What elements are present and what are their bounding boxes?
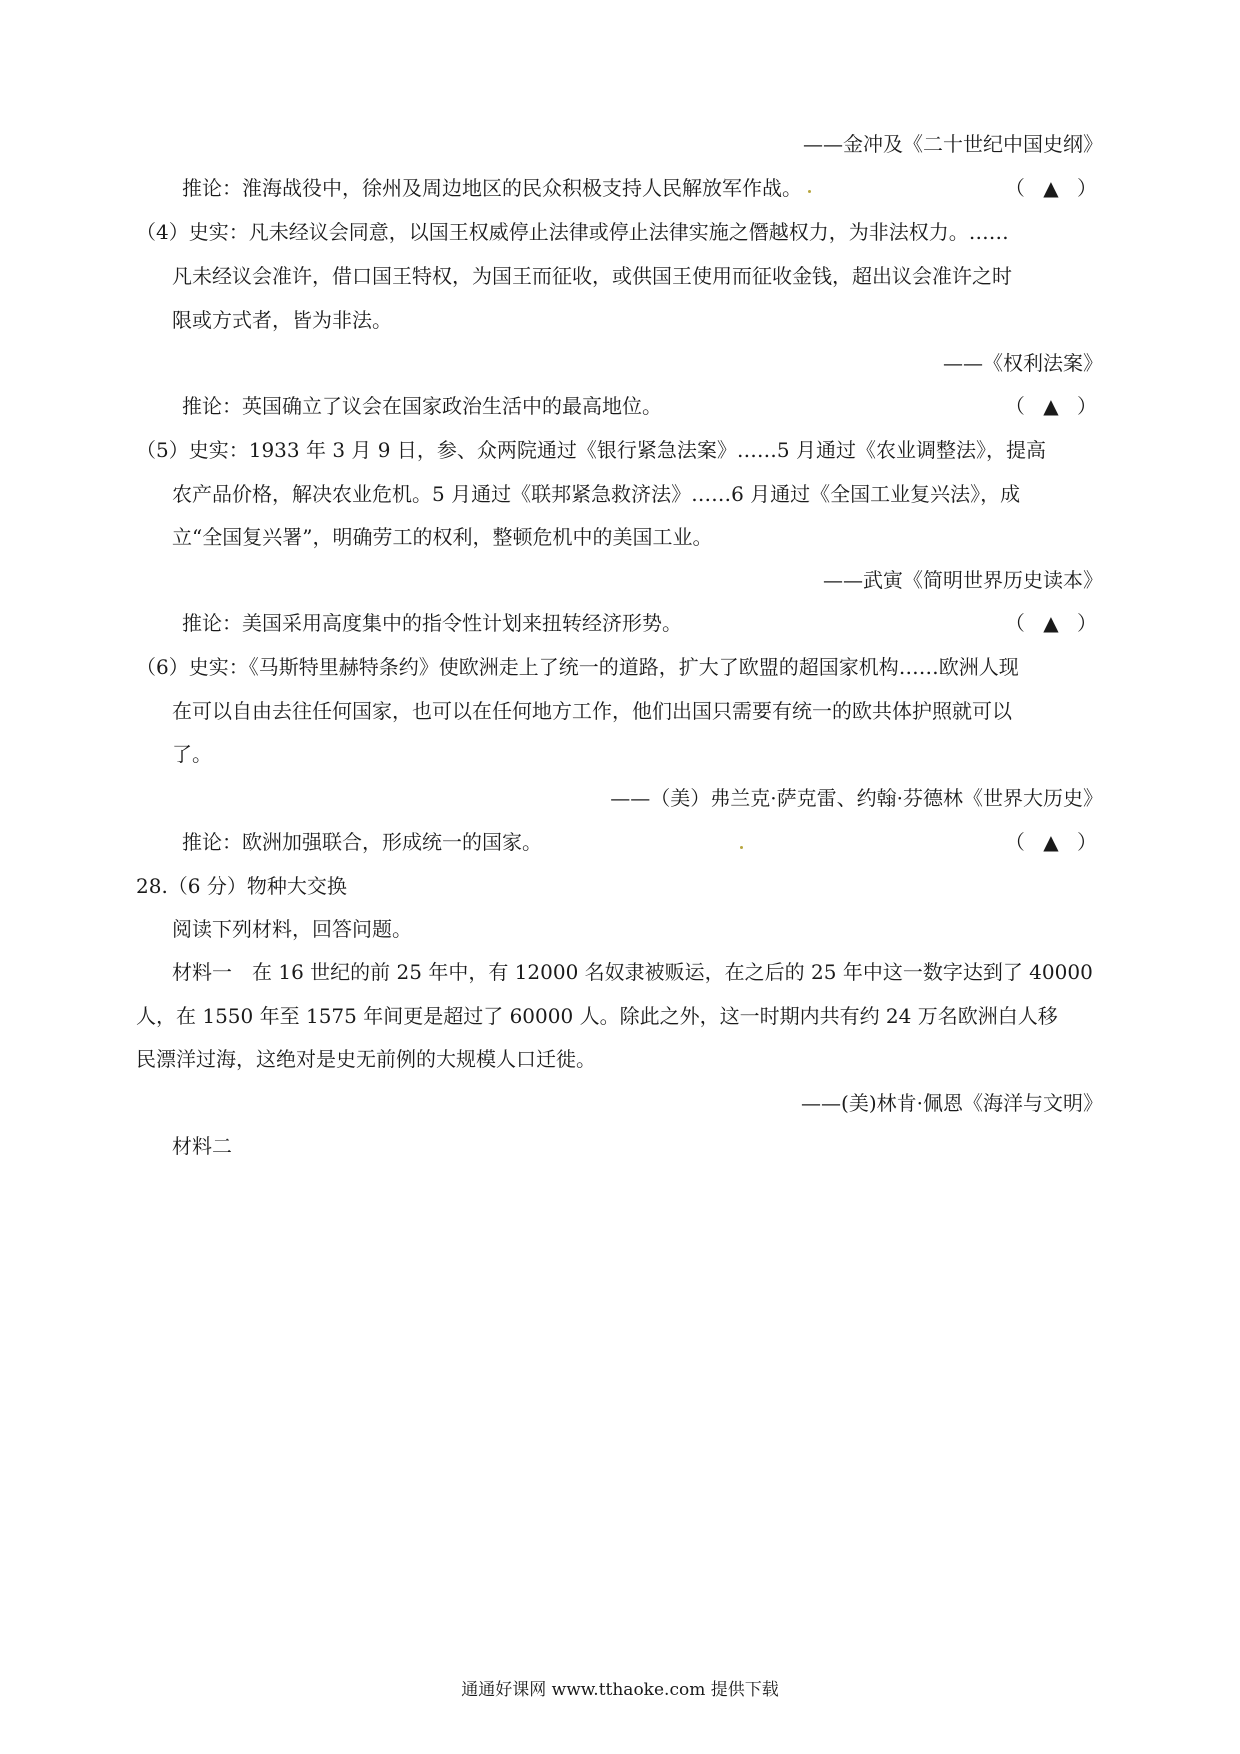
- source-citation: ——金冲及《二十世纪中国史纲》: [803, 132, 1103, 156]
- stray-dot: [808, 190, 811, 193]
- answer-mark-q4: （ ▲ ）: [1004, 394, 1103, 418]
- material1-line2: 人，在 1550 年至 1575 年间更是超过了 60000 人。除此之外，这一时期内共有约 24 万名欧洲白人移: [136, 1004, 1058, 1028]
- material1-line1: 材料一 在 16 世纪的前 25 年中，有 12000 名奴隶被贩运，在之后的 25 年中这一数字达到了 40000: [172, 960, 1093, 984]
- q28-instruction: 阅读下列材料，回答问题。: [172, 917, 412, 941]
- q5-source: ——武寅《简明世界历史读本》: [823, 568, 1103, 592]
- material2-label: 材料二: [172, 1134, 232, 1158]
- q4-claim: 推论：英国确立了议会在国家政治生活中的最高地位。: [182, 394, 662, 418]
- page-footer: 通通好课网 www.tthaoke.com 提供下载: [461, 1680, 779, 1700]
- q4-fact-line2: 凡未经议会准许，借口国王特权，为国王而征收，或供国王使用而征收金钱，超出议会准许之时: [172, 264, 1012, 288]
- q5-claim: 推论：美国采用高度集中的指令性计划来扭转经济形势。: [182, 611, 682, 635]
- q5-fact-line3: 立“全国复兴署”，明确劳工的权利，整顿危机中的美国工业。: [172, 525, 713, 549]
- q6-fact-line3: 了。: [172, 742, 212, 766]
- q6-fact-line1: （6）史实：《马斯特里赫特条约》使欧洲走上了统一的道路，扩大了欧盟的超国家机构……欧洲人现: [136, 655, 1019, 679]
- answer-mark-q6: （ ▲ ）: [1004, 830, 1103, 854]
- answer-mark-q5: （ ▲ ）: [1004, 611, 1103, 635]
- q28-title: 28.（6 分）物种大交换: [136, 874, 347, 898]
- q5-fact-line1: （5）史实：1933 年 3 月 9 日，参、众两院通过《银行紧急法案》……5 月通过《农业调整法》，提高: [136, 438, 1046, 462]
- answer-mark-q3: （ ▲ ）: [1004, 176, 1103, 200]
- q6-fact-line2: 在可以自由去往任何国家，也可以在任何地方工作，他们出国只需要有统一的欧共体护照就可以: [172, 699, 1012, 723]
- claim-q3: 推论：淮海战役中，徐州及周边地区的民众积极支持人民解放军作战。: [182, 176, 802, 200]
- q4-fact-line3: 限或方式者，皆为非法。: [172, 308, 392, 332]
- q6-source: ——（美）弗兰克·萨克雷、约翰·芬德林《世界大历史》: [610, 786, 1103, 810]
- stray-dot: [740, 846, 743, 849]
- q5-fact-line2: 农产品价格，解决农业危机。5 月通过《联邦紧急救济法》……6 月通过《全国工业复兴法》，成: [172, 482, 1021, 506]
- material1-line3: 民漂洋过海，这绝对是史无前例的大规模人口迁徙。: [136, 1047, 596, 1071]
- material1-source: ——(美)林肯·佩恩《海洋与文明》: [801, 1091, 1103, 1115]
- q4-source: ——《权利法案》: [943, 351, 1103, 375]
- q4-fact-line1: （4）史实：凡未经议会同意，以国王权威停止法律或停止法律实施之僭越权力，为非法权力。……: [136, 220, 1009, 244]
- q6-claim: 推论：欧洲加强联合，形成统一的国家。: [182, 830, 542, 854]
